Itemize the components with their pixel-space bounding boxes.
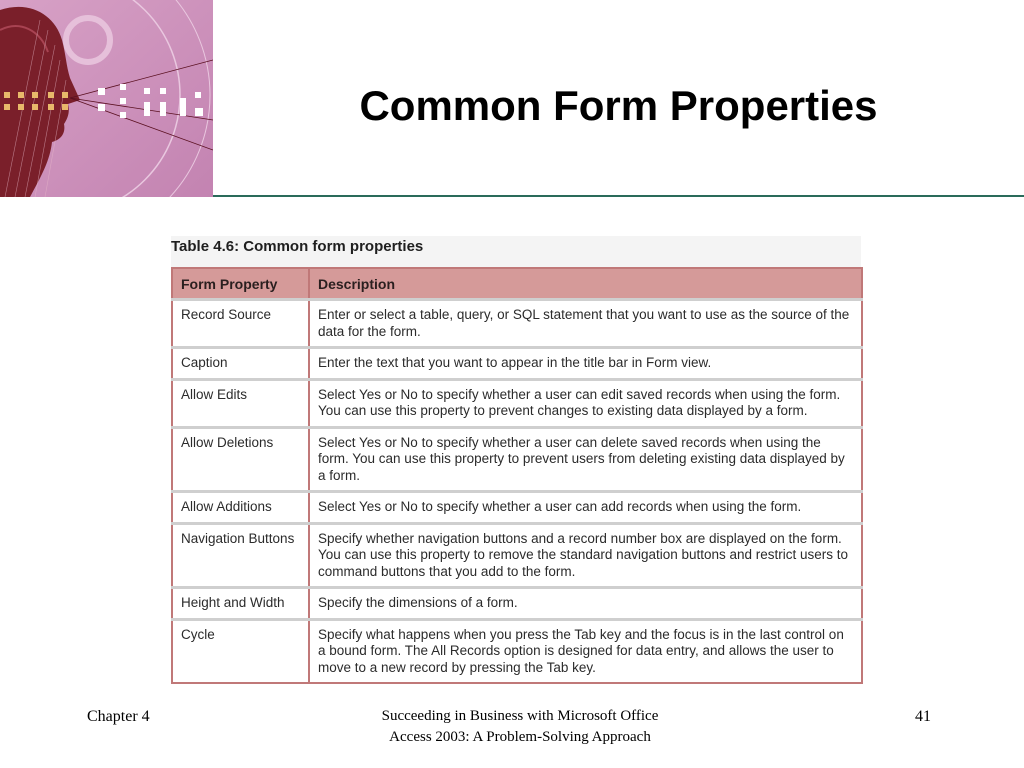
property-cell: Record Source: [172, 300, 309, 348]
property-cell: Allow Deletions: [172, 427, 309, 492]
description-cell: Select Yes or No to specify whether a user can edit saved records when using the form. You can use this property to prevent changes to existing data displayed by a form.: [309, 379, 862, 427]
decorative-header-image: [0, 0, 213, 197]
table-row: [172, 523, 862, 588]
footer-chapter: Chapter 4: [87, 708, 150, 725]
description-cell: Select Yes or No to specify whether a user can delete saved records when using the form. You can use this property to prevent users from deleting existing data displayed by a form.: [309, 427, 862, 492]
description-cell: Specify the dimensions of a form.: [309, 588, 862, 620]
table-header-row: [172, 268, 862, 300]
property-cell: Caption: [172, 348, 309, 380]
table-row: [172, 588, 862, 620]
table-row: [172, 300, 862, 348]
description-cell: Specify what happens when you press the Tab key and the focus is in the last control on a bound form. The All Records option is designed for data entry, and allows the user to move to a new record by pressing the Tab key.: [309, 619, 862, 683]
footer-book-title-line2: Access 2003: A Problem-Solving Approach: [389, 729, 651, 745]
footer-book-title: [300, 706, 740, 748]
description-cell: Specify whether navigation buttons and a record number box are displayed on the form. You can use this property to remove the standard navigation buttons and restrict users to command buttons that you add to the form.: [309, 523, 862, 588]
property-cell: Navigation Buttons: [172, 523, 309, 588]
slide-title: Common Form Properties: [359, 82, 878, 129]
footer-book-title-line1: Succeeding in Business with Microsoft Office: [381, 708, 659, 724]
property-cell: Allow Edits: [172, 379, 309, 427]
title-divider: [213, 195, 1024, 197]
table-row: [172, 427, 862, 492]
property-cell: Height and Width: [172, 588, 309, 620]
footer-page-number: 41: [915, 708, 931, 725]
description-cell: Enter or select a table, query, or SQL statement that you want to use as the source of the data for the form.: [309, 300, 862, 348]
description-cell: Select Yes or No to specify whether a user can add records when using the form.: [309, 492, 862, 524]
table-row: [172, 619, 862, 683]
table-row: [172, 492, 862, 524]
table-row: [172, 379, 862, 427]
property-cell: Cycle: [172, 619, 309, 683]
table-row: [172, 348, 862, 380]
form-properties-table: [171, 267, 863, 684]
description-cell: Enter the text that you want to appear in the title bar in Form view.: [309, 348, 862, 380]
property-cell: Allow Additions: [172, 492, 309, 524]
properties-table-figure: [171, 236, 861, 682]
table-caption: Table 4.6: Common form properties: [171, 238, 424, 255]
column-header-description: Description: [309, 268, 862, 300]
column-header-form-property: Form Property: [172, 268, 309, 300]
